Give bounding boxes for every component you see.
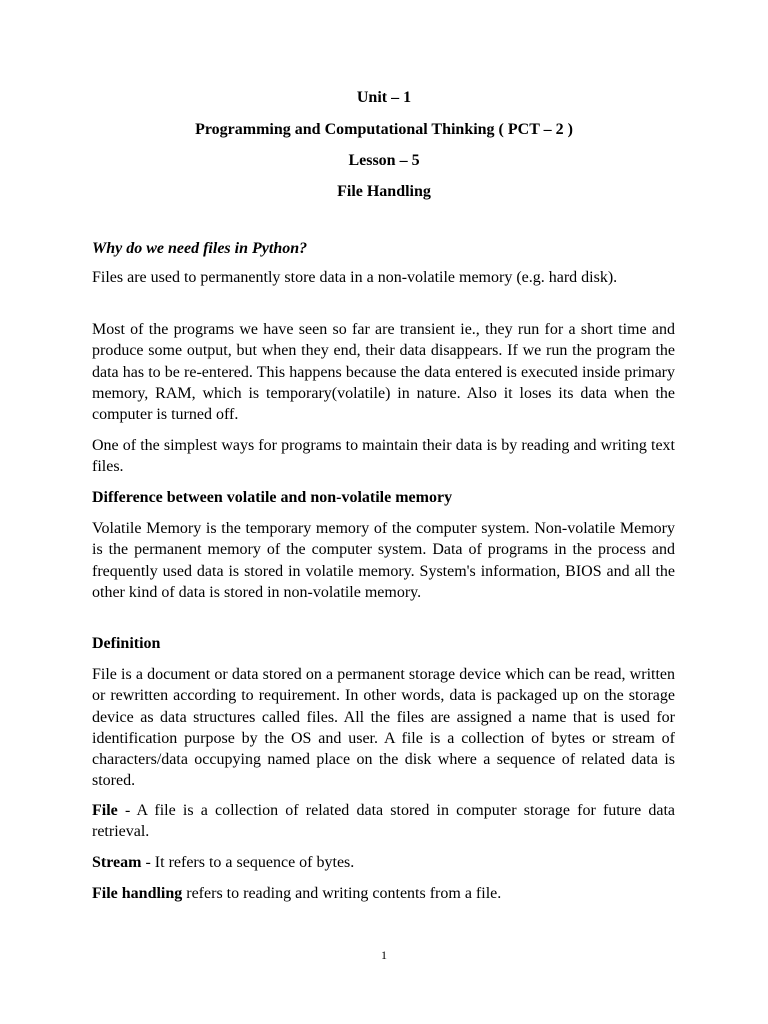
- unit-title: Unit – 1: [356, 89, 412, 106]
- file-definition: [92, 800, 675, 843]
- file-term: File: [92, 802, 118, 819]
- file-handling-text: refers to reading and writing contents from a file.: [182, 885, 502, 902]
- definition-paragraph: File is a document or data stored on a permanent storage device which can be read, written or rewritten according to requirement. In other words, data is packaged up on the storage device as data structures called files. All the files are assigned a name that is used for identification purpose by the OS and user. A file is a collection of bytes or stream of characters/data occupying named place on the disk where a sequence of related data is stored.: [92, 666, 675, 790]
- course-title: Programming and Computational Thinking ( PCT – 2 ): [195, 121, 573, 138]
- why-paragraph-2: Most of the programs we have seen so far are transient ie., they run for a short time and produce some output, but when they end, their data disappears. If we run the program the data has to be re-entered. This happens because the data entered is executed inside primary memory, RAM, which is temporary(volatile) in nature. Also it loses its data when the computer is turned off.: [92, 321, 675, 424]
- why-heading: Why do we need files in Python?: [92, 240, 308, 257]
- why-paragraph-3: One of the simplest ways for programs to maintain their data is by reading and writing text files.: [92, 437, 675, 476]
- difference-paragraph: Volatile Memory is the temporary memory of the computer system. Non-volatile Memory is the permanent memory of the computer system. Data of programs in the process and frequently used data is stored in volatile memory. System's information, BIOS and all the other kind of data is stored in non-volatile memory.: [92, 520, 675, 601]
- lesson-title: Lesson – 5: [348, 152, 420, 169]
- why-paragraph-1: Files are used to permanently store data in a non-volatile memory (e.g. hard disk).: [92, 269, 618, 286]
- topic-title: File Handling: [337, 183, 431, 200]
- stream-text: - It refers to a sequence of bytes.: [141, 854, 355, 871]
- stream-term: Stream: [92, 854, 142, 871]
- file-handling-definition: [92, 883, 675, 904]
- file-handling-term: File handling: [92, 885, 183, 902]
- page-number: 1: [381, 948, 387, 962]
- file-text: - A file is a collection of related data stored in computer storage for future data retrieval.: [92, 802, 675, 841]
- difference-heading: Difference between volatile and non-volatile memory: [92, 489, 453, 506]
- definition-heading: Definition: [92, 635, 161, 652]
- stream-definition: [92, 852, 675, 873]
